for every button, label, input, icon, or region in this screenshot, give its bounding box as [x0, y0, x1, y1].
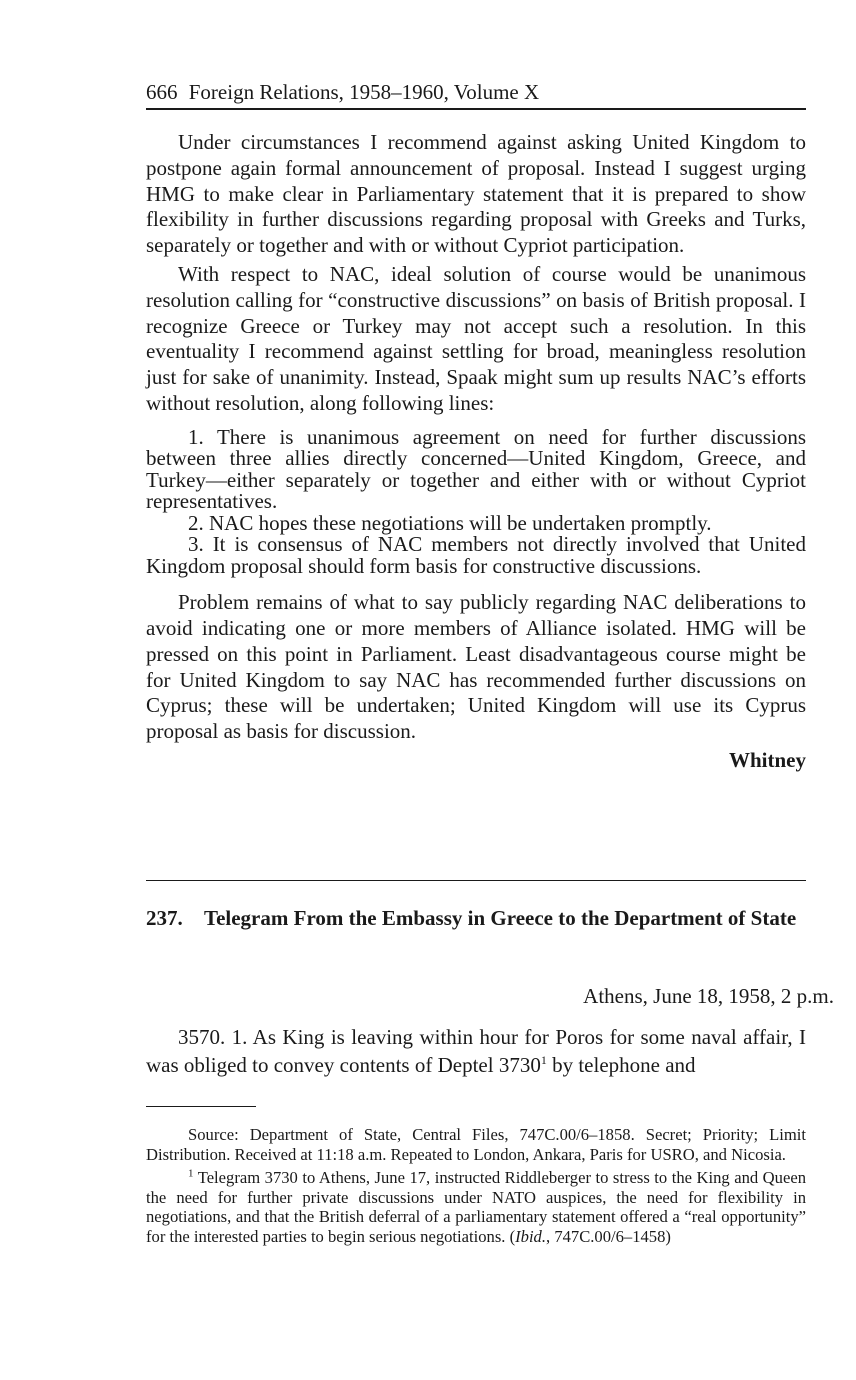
running-head	[146, 78, 806, 110]
footnotes	[146, 1125, 806, 1246]
document-heading	[146, 905, 806, 932]
paragraph-3: Problem remains of what to say publicly regarding NAC deliberations to avoid indicating one or more members of Alliance isolated. HMG will be pressed on this point in Parliament. Least disadvantageous course might be for United Kingdom to say NAC has recommended further discussions on Cyprus; these will be undertaken; United Kingdom will use its Cyprus proposal as basis for discussion.	[146, 590, 806, 744]
footnote-1-tail: , 747C.00/6–1458)	[546, 1226, 671, 1246]
section-divider	[146, 880, 806, 881]
dateline: Athens, June 18, 1958, 2 p.m.	[583, 984, 834, 1008]
footnote-1-text: Telegram 3730 to Athens, June 17, instructed Riddleberger to stress to the King and Queen the need for further private discussions under NATO auspices, the need for flexibility in negotiations, and that the British deferral of a parliamentary statement offered a “real opportunity” for the interested parties to begin serious negotiations. (	[146, 1168, 806, 1246]
source-note: Source: Department of State, Central Files, 747C.00/6–1858. Secret; Priority; Limit Distribution. Received at 11:18 a.m. Repeated to London, Ankara, Paris for USRO, and Nicosia.	[146, 1125, 806, 1164]
telegram-text-start: 3570. 1. As King is leaving within hour for Poros for some naval affair, I was obliged to convey contents of Deptel 3730	[146, 1025, 806, 1077]
ibid-reference: Ibid.	[515, 1226, 547, 1246]
document-title: Telegram From the Embassy in Greece to the Department of State	[204, 906, 797, 930]
list-item: 2. NAC hopes these negotiations will be undertaken promptly.	[188, 510, 712, 535]
footnote-1	[146, 1168, 806, 1246]
telegram-text	[146, 1023, 806, 1079]
paragraph-1: Under circumstances I recommend against asking United Kingdom to postpone again formal announcement of proposal. Instead I suggest urging HMG to make clear in Parliamentary statement that it is prepared to show flexibility in further discussions regarding proposal with Greeks and Turks, separately or together and with or without Cypriot participation.	[146, 130, 806, 258]
paragraph-2: With respect to NAC, ideal solution of course would be unanimous resolution calling for “constructive discussions” on basis of British proposal. I recognize Greece or Turkey may not accept such a resolution. In this eventuality I recommend against settling for broad, meaningless resolution just for sake of unanimity. Instead, Spaak might sum up results NAC’s efforts without resolution, along following lines:	[146, 261, 806, 415]
numbered-list	[146, 424, 806, 578]
volume-title: Foreign Relations, 1958–1960, Volume X	[188, 80, 540, 104]
list-item: 3. It is consensus of NAC members not directly involved that United Kingdom proposal should form basis for constructive discussions.	[146, 532, 806, 578]
footnote-marker: 1	[188, 1167, 194, 1180]
signature: Whitney	[728, 748, 806, 773]
page-body	[146, 78, 806, 773]
list-item: 1. There is unanimous agreement on need for further discussions between three allies directly concerned—United Kingdom, Greece, and Turkey—either separately or together and either with or without Cypriot representatives.	[146, 424, 806, 514]
footnote-reference[interactable]: 1	[540, 1053, 547, 1067]
document-number: 237.	[146, 906, 183, 930]
telegram-text-end: by telephone and	[546, 1053, 696, 1077]
page-number: 666	[146, 80, 178, 104]
footnote-rule	[146, 1106, 256, 1107]
